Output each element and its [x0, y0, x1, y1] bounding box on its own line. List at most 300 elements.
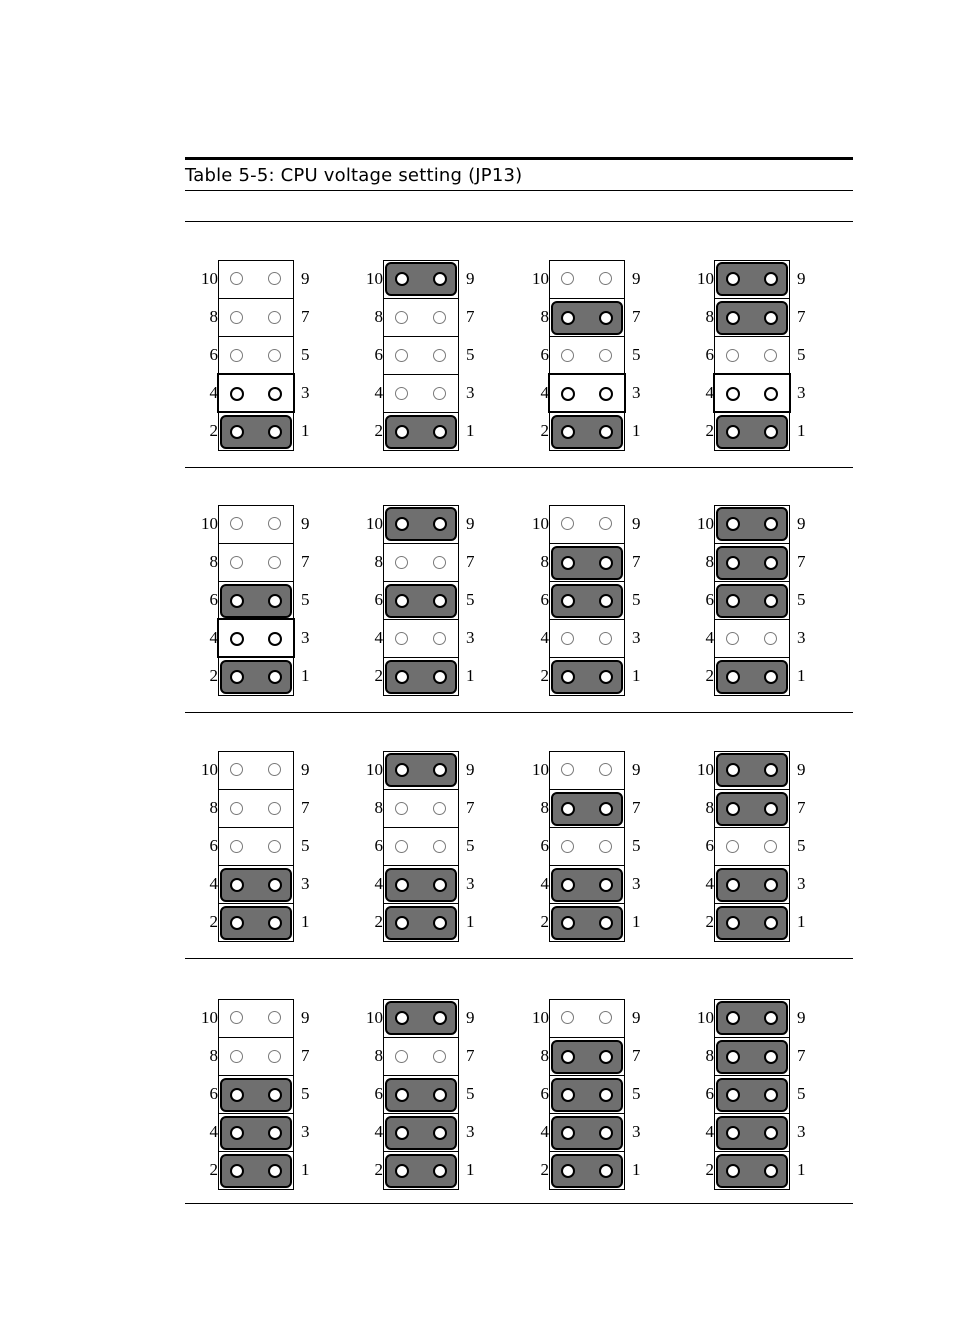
pin-number-left: 2 [374, 912, 383, 931]
pin-icon [764, 517, 778, 531]
pin-number-right: 7 [797, 307, 806, 326]
pin-number-left: 8 [209, 552, 218, 571]
pin-number-right: 3 [301, 383, 310, 402]
pin-pair-open [714, 619, 790, 657]
pin-number-left: 4 [540, 874, 549, 893]
pin-pair-open [218, 619, 294, 657]
pin-icon [764, 1050, 778, 1064]
pin-number-right: 9 [797, 269, 806, 288]
pin-number-right: 9 [797, 1008, 806, 1027]
pin-number-left: 2 [374, 1160, 383, 1179]
pin-pair-open [218, 505, 294, 543]
pin-number-left: 2 [705, 1160, 714, 1179]
pin-number-right: 5 [797, 590, 806, 609]
pin-pair-open [549, 505, 625, 543]
jumper-cap-closed [218, 1151, 294, 1189]
pin-icon [395, 1050, 408, 1063]
pin-number-right: 9 [632, 760, 641, 779]
pin-number-right: 1 [466, 421, 475, 440]
jumper-block [184, 505, 314, 699]
pin-icon [433, 670, 447, 684]
jumper-block [680, 260, 810, 454]
pin-number-right: 7 [632, 552, 641, 571]
pin-number-right: 7 [301, 1046, 310, 1065]
pin-number-right: 5 [797, 836, 806, 855]
pin-icon [764, 878, 778, 892]
pin-icon [599, 311, 613, 325]
jumper-block [349, 505, 479, 699]
pin-number-right: 9 [301, 760, 310, 779]
pin-number-right: 9 [466, 514, 475, 533]
pin-number-left: 2 [209, 1160, 218, 1179]
pin-number-left: 10 [697, 269, 714, 288]
pin-number-right: 1 [466, 912, 475, 931]
pin-icon [561, 517, 574, 530]
pin-number-left: 6 [374, 1084, 383, 1103]
pin-icon [395, 632, 408, 645]
pin-number-left: 8 [540, 1046, 549, 1065]
pin-icon [268, 763, 281, 776]
pin-number-right: 9 [632, 514, 641, 533]
header-rule [185, 221, 853, 222]
pin-icon [230, 1050, 243, 1063]
row-divider-1 [185, 467, 853, 468]
jumper-block [680, 505, 810, 699]
jumper-cap-closed [714, 412, 790, 450]
pin-number-right: 9 [797, 760, 806, 779]
pin-number-right: 9 [301, 1008, 310, 1027]
pin-icon [764, 594, 778, 608]
pin-icon [433, 349, 446, 362]
jumper-cap-closed [714, 789, 790, 827]
pin-icon [433, 1164, 447, 1178]
pin-number-right: 5 [466, 590, 475, 609]
pin-number-left: 8 [540, 552, 549, 571]
pin-number-left: 6 [209, 1084, 218, 1103]
pin-number-left: 2 [209, 912, 218, 931]
pin-icon [230, 1126, 244, 1140]
jumper-cap-closed [383, 1151, 459, 1189]
jumper-cap-closed [383, 865, 459, 903]
pin-number-right: 1 [466, 666, 475, 685]
pin-number-left: 4 [705, 628, 714, 647]
pin-icon [599, 517, 612, 530]
pin-number-right: 1 [632, 912, 641, 931]
pin-icon [433, 802, 446, 815]
pin-number-right: 9 [632, 269, 641, 288]
top-rule [185, 157, 853, 160]
pin-number-left: 10 [697, 514, 714, 533]
pin-number-right: 1 [301, 421, 310, 440]
pin-pair-open [549, 619, 625, 657]
pin-icon [268, 878, 282, 892]
pin-number-left: 4 [209, 1122, 218, 1141]
pin-icon [268, 840, 281, 853]
pin-number-right: 7 [797, 552, 806, 571]
pin-icon [561, 1088, 575, 1102]
pin-number-right: 1 [632, 421, 641, 440]
pin-icon [230, 594, 244, 608]
pin-number-right: 3 [797, 1122, 806, 1141]
pin-icon [726, 311, 740, 325]
pin-icon [764, 1011, 778, 1025]
pin-icon [230, 517, 243, 530]
pin-number-right: 5 [466, 836, 475, 855]
pin-number-right: 1 [797, 1160, 806, 1179]
jumper-cap-closed [714, 999, 790, 1037]
pin-icon [599, 556, 613, 570]
jumper-cap-closed [549, 789, 625, 827]
pin-icon [561, 840, 574, 853]
pin-number-right: 5 [466, 1084, 475, 1103]
jumper-cap-closed [714, 543, 790, 581]
pin-icon [433, 1088, 447, 1102]
pin-icon [764, 802, 778, 816]
pin-icon [561, 878, 575, 892]
pin-pair-open [549, 999, 625, 1037]
jumper-cap-closed [549, 865, 625, 903]
pin-icon [726, 840, 739, 853]
pin-icon [561, 1126, 575, 1140]
pin-icon [599, 1088, 613, 1102]
pin-pair-open [549, 260, 625, 298]
jumper-cap-closed [383, 260, 459, 298]
pin-icon [599, 272, 612, 285]
pin-icon [726, 594, 740, 608]
pin-icon [764, 1164, 778, 1178]
pin-number-left: 6 [540, 836, 549, 855]
pin-icon [230, 425, 244, 439]
pin-icon [433, 632, 446, 645]
pin-number-left: 10 [201, 514, 218, 533]
pin-number-right: 3 [797, 628, 806, 647]
jumper-cap-closed [383, 412, 459, 450]
pin-icon [561, 272, 574, 285]
pin-icon [395, 1011, 409, 1025]
pin-pair-open [383, 789, 459, 827]
pin-icon [395, 763, 409, 777]
jumper-block [515, 505, 645, 699]
pin-number-left: 10 [366, 269, 383, 288]
pin-pair-open [549, 751, 625, 789]
pin-number-right: 9 [466, 1008, 475, 1027]
pin-number-left: 10 [532, 1008, 549, 1027]
pin-icon [268, 1050, 281, 1063]
pin-pair-open [383, 336, 459, 374]
pin-icon [726, 556, 740, 570]
pin-number-right: 1 [301, 1160, 310, 1179]
jumper-cap-closed [714, 751, 790, 789]
pin-number-right: 5 [632, 345, 641, 364]
pin-number-left: 8 [209, 307, 218, 326]
pin-number-left: 6 [540, 345, 549, 364]
pin-icon [395, 387, 408, 400]
pin-icon [268, 594, 282, 608]
pin-number-left: 10 [532, 269, 549, 288]
pin-number-right: 7 [797, 1046, 806, 1065]
pin-icon [764, 387, 778, 401]
row-divider-2 [185, 712, 853, 713]
pin-icon [726, 349, 739, 362]
pin-icon [230, 670, 244, 684]
pin-icon [268, 1164, 282, 1178]
jumper-cap-closed [714, 505, 790, 543]
jumper-cap-closed [549, 1113, 625, 1151]
pin-icon [561, 311, 575, 325]
pin-icon [230, 916, 244, 930]
pin-icon [599, 425, 613, 439]
pin-number-left: 2 [374, 421, 383, 440]
pin-icon [268, 517, 281, 530]
pin-number-left: 10 [201, 269, 218, 288]
pin-icon [726, 916, 740, 930]
pin-icon [764, 311, 778, 325]
pin-number-right: 7 [466, 798, 475, 817]
jumper-cap-closed [714, 298, 790, 336]
pin-icon [764, 632, 777, 645]
pin-pair-open [218, 751, 294, 789]
pin-icon [395, 802, 408, 815]
pin-pair-open [549, 827, 625, 865]
pin-icon [599, 878, 613, 892]
pin-icon [395, 840, 408, 853]
pin-icon [561, 632, 574, 645]
pin-icon [561, 802, 575, 816]
jumper-cap-closed [383, 999, 459, 1037]
pin-icon [433, 1011, 447, 1025]
pin-icon [764, 1088, 778, 1102]
jumper-block [515, 999, 645, 1193]
pin-number-right: 9 [466, 269, 475, 288]
pin-pair-open [549, 336, 625, 374]
jumper-cap-closed [383, 657, 459, 695]
pin-pair-open [383, 827, 459, 865]
pin-number-right: 1 [632, 1160, 641, 1179]
pin-icon [268, 311, 281, 324]
pin-pair-open [218, 999, 294, 1037]
pin-number-left: 8 [374, 798, 383, 817]
pin-icon [268, 349, 281, 362]
jumper-block [680, 999, 810, 1193]
pin-number-right: 3 [301, 1122, 310, 1141]
pin-number-right: 3 [301, 874, 310, 893]
pin-number-left: 2 [705, 912, 714, 931]
pin-number-right: 5 [466, 345, 475, 364]
pin-number-left: 4 [209, 874, 218, 893]
pin-number-left: 2 [705, 666, 714, 685]
pin-number-right: 1 [797, 666, 806, 685]
pin-icon [561, 556, 575, 570]
pin-icon [230, 632, 244, 646]
pin-icon [268, 802, 281, 815]
pin-number-left: 4 [374, 1122, 383, 1141]
pin-icon [395, 425, 409, 439]
pin-icon [599, 594, 613, 608]
pin-icon [764, 272, 778, 286]
pin-icon [726, 1088, 740, 1102]
pin-number-left: 10 [532, 760, 549, 779]
pin-number-right: 9 [466, 760, 475, 779]
jumper-cap-closed [549, 298, 625, 336]
jumper-cap-closed [549, 581, 625, 619]
pin-icon [433, 1126, 447, 1140]
pin-number-right: 3 [632, 1122, 641, 1141]
jumper-cap-closed [218, 657, 294, 695]
pin-number-left: 6 [209, 836, 218, 855]
pin-icon [599, 763, 612, 776]
pin-pair-open [218, 789, 294, 827]
pin-number-right: 5 [632, 1084, 641, 1103]
pin-icon [395, 556, 408, 569]
pin-number-left: 4 [209, 383, 218, 402]
pin-icon [764, 1126, 778, 1140]
jumper-cap-closed [714, 1113, 790, 1151]
pin-number-left: 6 [705, 836, 714, 855]
pin-icon [599, 387, 613, 401]
pin-number-left: 6 [374, 590, 383, 609]
row-divider-3 [185, 958, 853, 959]
pin-icon [268, 632, 282, 646]
pin-number-left: 10 [697, 760, 714, 779]
pin-icon [230, 763, 243, 776]
jumper-block [184, 751, 314, 945]
pin-icon [230, 1164, 244, 1178]
jumper-block [184, 999, 314, 1193]
pin-number-right: 7 [632, 1046, 641, 1065]
pin-icon [726, 1011, 740, 1025]
pin-icon [433, 387, 446, 400]
pin-icon [726, 387, 740, 401]
pin-number-left: 6 [209, 590, 218, 609]
pin-icon [599, 1126, 613, 1140]
jumper-cap-closed [714, 1151, 790, 1189]
jumper-block [680, 751, 810, 945]
pin-icon [561, 387, 575, 401]
pin-number-left: 4 [705, 383, 714, 402]
pin-icon [599, 670, 613, 684]
pin-icon [726, 802, 740, 816]
pin-icon [433, 840, 446, 853]
pin-number-right: 1 [632, 666, 641, 685]
jumper-cap-closed [218, 412, 294, 450]
pin-icon [433, 763, 447, 777]
pin-icon [599, 802, 613, 816]
pin-pair-open [549, 374, 625, 412]
pin-number-right: 5 [797, 1084, 806, 1103]
pin-icon [433, 517, 447, 531]
pin-number-right: 1 [797, 912, 806, 931]
pin-number-right: 5 [632, 836, 641, 855]
pin-number-left: 10 [201, 1008, 218, 1027]
pin-number-right: 9 [797, 514, 806, 533]
jumper-cap-closed [549, 1075, 625, 1113]
pin-icon [433, 1050, 446, 1063]
pin-number-left: 8 [374, 307, 383, 326]
pin-icon [433, 594, 447, 608]
pin-number-left: 4 [374, 874, 383, 893]
pin-icon [726, 763, 740, 777]
pin-icon [764, 670, 778, 684]
jumper-cap-closed [218, 1113, 294, 1151]
pin-number-left: 2 [540, 912, 549, 931]
jumper-cap-closed [549, 543, 625, 581]
jumper-cap-closed [218, 1075, 294, 1113]
row-divider-4 [185, 1203, 853, 1204]
pin-icon [433, 311, 446, 324]
pin-number-right: 7 [466, 307, 475, 326]
pin-icon [433, 272, 447, 286]
title-rule [185, 190, 853, 191]
pin-number-left: 2 [540, 1160, 549, 1179]
pin-number-left: 2 [705, 421, 714, 440]
pin-icon [599, 916, 613, 930]
pin-icon [764, 556, 778, 570]
pin-icon [599, 1164, 613, 1178]
pin-icon [230, 272, 243, 285]
pin-icon [268, 1126, 282, 1140]
pin-icon [561, 425, 575, 439]
pin-pair-open [383, 1037, 459, 1075]
pin-number-left: 2 [209, 666, 218, 685]
pin-pair-open [383, 619, 459, 657]
pin-pair-open [383, 374, 459, 412]
jumper-cap-closed [549, 1151, 625, 1189]
pin-number-left: 4 [374, 383, 383, 402]
pin-number-right: 3 [797, 874, 806, 893]
pin-icon [561, 1164, 575, 1178]
pin-number-left: 10 [366, 760, 383, 779]
pin-number-left: 4 [705, 874, 714, 893]
pin-icon [395, 594, 409, 608]
jumper-cap-closed [714, 260, 790, 298]
pin-icon [561, 594, 575, 608]
pin-number-right: 1 [301, 912, 310, 931]
pin-number-left: 8 [705, 798, 714, 817]
pin-icon [268, 556, 281, 569]
pin-number-right: 5 [301, 836, 310, 855]
jumper-cap-closed [714, 581, 790, 619]
pin-icon [561, 1050, 575, 1064]
pin-number-left: 10 [532, 514, 549, 533]
jumper-block [184, 260, 314, 454]
pin-number-right: 3 [797, 383, 806, 402]
pin-number-right: 7 [632, 307, 641, 326]
pin-icon [230, 556, 243, 569]
pin-icon [395, 1088, 409, 1102]
pin-number-left: 10 [366, 1008, 383, 1027]
pin-pair-open [218, 543, 294, 581]
jumper-block [349, 999, 479, 1193]
pin-number-right: 3 [632, 628, 641, 647]
jumper-cap-closed [383, 1075, 459, 1113]
pin-icon [726, 1126, 740, 1140]
pin-icon [726, 272, 740, 286]
jumper-cap-closed [549, 1037, 625, 1075]
jumper-block [349, 260, 479, 454]
pin-number-left: 8 [540, 798, 549, 817]
pin-icon [395, 272, 409, 286]
jumper-cap-closed [714, 1075, 790, 1113]
pin-number-left: 2 [540, 421, 549, 440]
pin-pair-open [218, 298, 294, 336]
pin-number-left: 6 [540, 1084, 549, 1103]
pin-number-right: 7 [632, 798, 641, 817]
pin-pair-open [218, 374, 294, 412]
jumper-block [515, 260, 645, 454]
jumper-cap-closed [383, 505, 459, 543]
pin-number-right: 9 [301, 269, 310, 288]
pin-pair-open [383, 543, 459, 581]
